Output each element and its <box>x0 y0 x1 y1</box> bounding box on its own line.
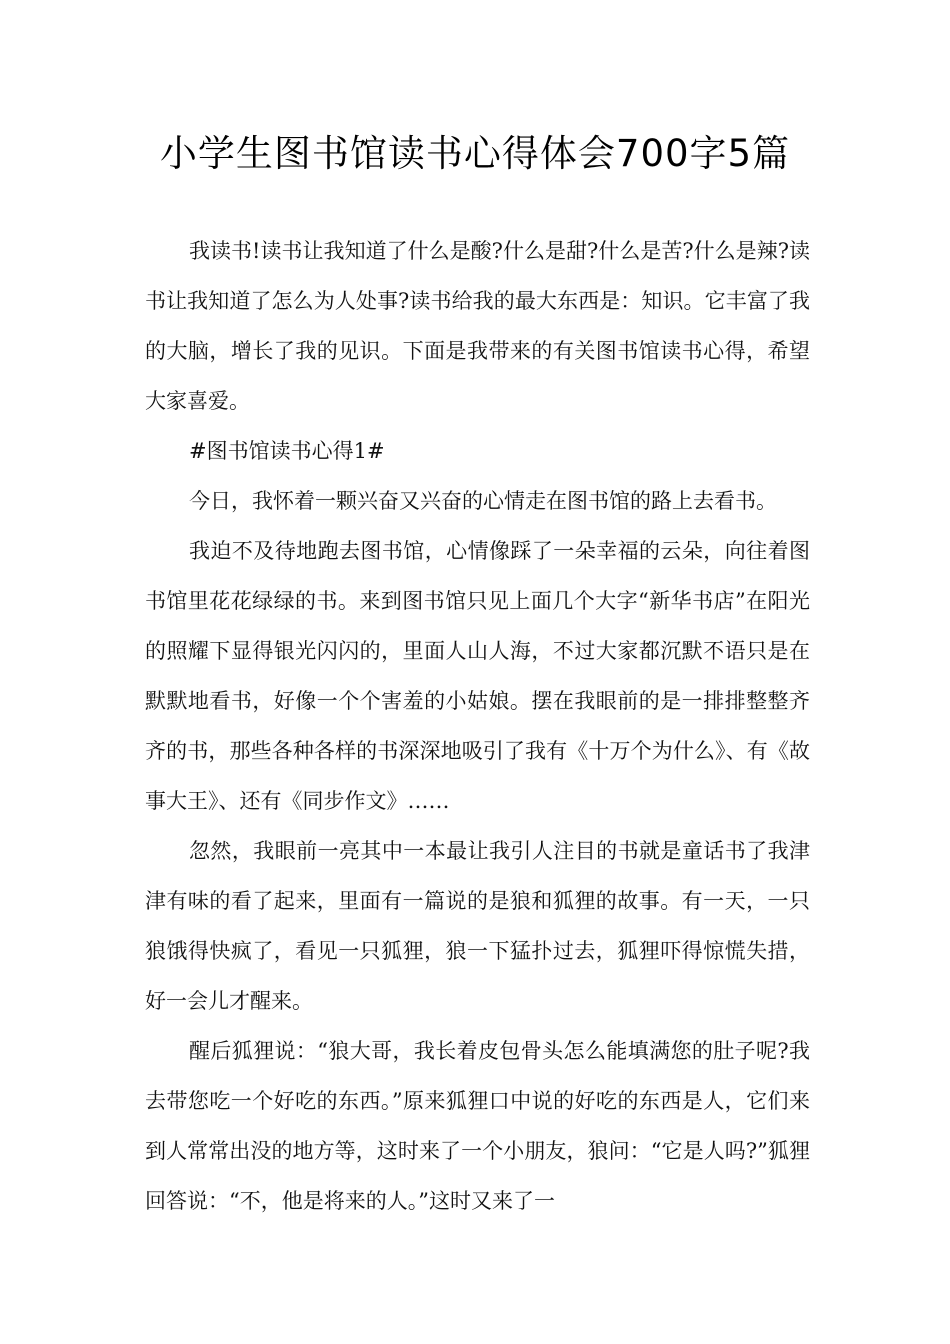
section-heading: #图书馆读书心得1# <box>189 439 385 463</box>
body-paragraph: 忽然，我眼前一亮其中一本最让我引人注目的书就是童话书了我津津有味的看了起来，里面有一篇说的是狼和狐狸的故事。有一天，一只狼饿得快疯了，看见一只狐狸，狼一下猛扑过去，狐狸吓得惊慌失措，好一会儿才醒来。 <box>145 839 810 1013</box>
body-paragraph: 我迫不及待地跑去图书馆，心情像踩了一朵幸福的云朵，向往着图书馆里花花绿绿的书。来到图书馆只见上面几个大字“新华书店”在阳光的照耀下显得银光闪闪的，里面人山人海，不过大家都沉默不语只是在默默地看书，好像一个个害羞的小姑娘。摆在我眼前的是一排排整整齐齐的书，那些各种各样的书深深地吸引了我有《十万个为什么》、有《故事大王》、还有《同步作文》…… <box>145 539 810 813</box>
body-paragraph: 醒后狐狸说：“狼大哥，我长着皮包骨头怎么能填满您的肚子呢?我去带您吃一个好吃的东西。”原来狐狸口中说的好吃的东西是人，它们来到人常常出没的地方等，这时来了一个小朋友，狼问：“它是人吗?”狐狸回答说：“不，他是将来的人。”这时又来了一 <box>145 1039 810 1213</box>
document-title: 小学生图书馆读书心得体会700字5篇 <box>159 132 791 175</box>
intro-paragraph: 我读书!读书让我知道了什么是酸?什么是甜?什么是苦?什么是辣?读书让我知道了怎么为人处事?读书给我的最大东西是：知识。它丰富了我的大脑，增长了我的见识。下面是我带来的有关图书馆读书心得，希望大家喜爱。 <box>145 239 810 413</box>
document-body <box>145 226 810 1226</box>
body-paragraph: 今日，我怀着一颗兴奋又兴奋的心情走在图书馆的路上去看书。 <box>189 489 777 513</box>
